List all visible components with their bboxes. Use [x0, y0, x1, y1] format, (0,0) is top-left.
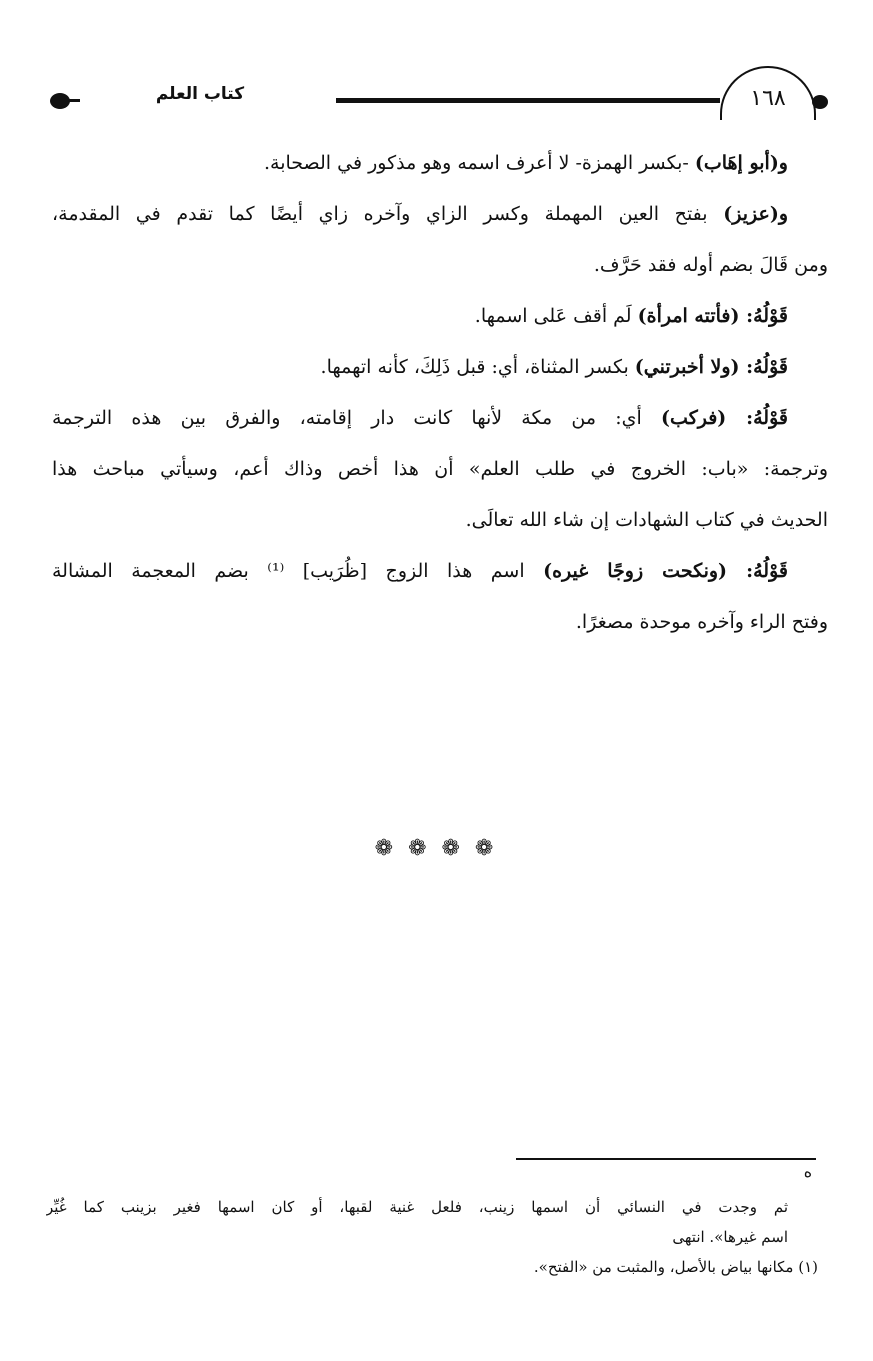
line-text: أي: من مكة لأنها كانت دار إقامته، والفرق بين هذه الترجمة [52, 407, 662, 429]
section-end-ornament: ❁ ❁ ❁ ❁ [374, 836, 498, 861]
line-text: بكسر المثناة، أي: قبل ذَلِكَ، كأنه اتهمها. [320, 356, 635, 378]
bold-phrase: قَوْلُهُ: (فركب) [661, 407, 788, 429]
footnotes [46, 1192, 818, 1282]
text-line [52, 495, 828, 546]
footnote-line: (١) مكانها بياض بالأصل، والمثبت من «الفتح». [533, 1258, 818, 1276]
bold-phrase: قَوْلُهُ: (ولا أخبرتني) [634, 356, 788, 378]
header-rule [336, 98, 720, 103]
header-right-ornament-dot [812, 95, 828, 109]
footnote-separator [516, 1158, 816, 1160]
line-text: بفتح العين المهملة وكسر الزاي وآخره زاي أيضًا كما تقدم في المقدمة، [52, 203, 724, 225]
text-line [52, 291, 828, 342]
footnote-continuation-mark: ه [803, 1162, 813, 1181]
bold-phrase: قَوْلُهُ: (فأتته امرأة) [637, 305, 788, 327]
line-text: الحديث في كتاب الشهادات إن شاء الله تعالَى. [465, 509, 828, 531]
text-line [52, 138, 828, 189]
running-head-book-title: كتاب العلم [155, 84, 245, 104]
line-text: ومن قَالَ بضم أوله فقد حَرَّف. [593, 254, 828, 276]
text-line [52, 597, 828, 648]
main-text [52, 138, 828, 648]
line-text: وترجمة: «باب: الخروج في طلب العلم» أن هذا أخص وذاك أعم، وسيأتي مباحث هذا [52, 458, 828, 480]
page-number: ١٦٨ [750, 86, 786, 111]
line-text: وفتح الراء وآخره موحدة مصغرًا. [575, 611, 828, 633]
line-text: اسم هذا الزوج [ظُرَيب] ⁽¹⁾ بضم المعجمة المشالة [52, 560, 544, 582]
footnote-line: ثم وجدت في النسائي أن اسمها زينب، فلعل غنية لقبها، أو كان اسمها فغير بزينب كما غُيِّر [46, 1198, 788, 1216]
bold-phrase: قَوْلُهُ: (ونكحت زوجًا غيره) [543, 560, 788, 582]
text-line [52, 546, 828, 597]
bold-phrase: و(أبو إهَاب) [694, 152, 788, 174]
line-text: لَم أقف عَلى اسمها. [474, 305, 638, 327]
text-line [52, 444, 828, 495]
bold-phrase: و(عزيز) [723, 203, 788, 225]
footnote-line: اسم غيرها». انتهى [672, 1228, 788, 1246]
text-line [52, 189, 828, 240]
text-line [52, 393, 828, 444]
text-line [52, 240, 828, 291]
header-left-ornament-dash [66, 99, 80, 102]
line-text: -بكسر الهمزة- لا أعرف اسمه وهو مذكور في الصحابة. [263, 152, 695, 174]
text-line [52, 342, 828, 393]
